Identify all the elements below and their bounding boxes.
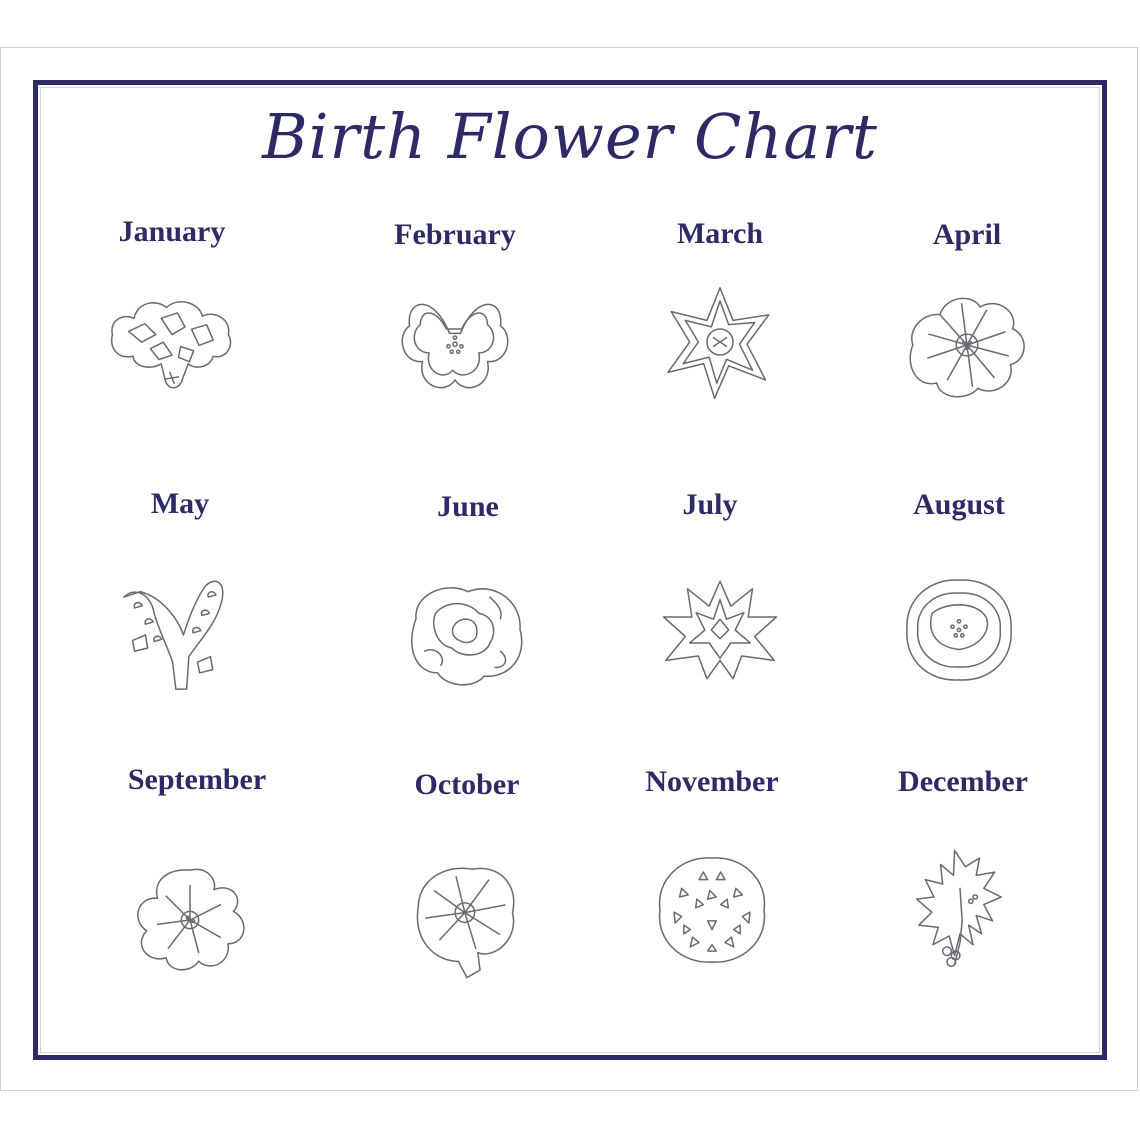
month-label-september: September xyxy=(127,763,267,796)
marigold-icon xyxy=(402,853,532,983)
month-label-february: February xyxy=(394,218,516,251)
month-label-december: December xyxy=(898,765,1028,798)
daisy-icon xyxy=(902,280,1032,410)
carnation-icon xyxy=(107,275,237,405)
month-label-june: June xyxy=(437,490,499,523)
poppy-icon xyxy=(894,565,1024,695)
month-label-january: January xyxy=(118,215,226,248)
aster-icon xyxy=(125,855,255,985)
month-label-march: March xyxy=(676,217,764,250)
violet-icon xyxy=(390,277,520,407)
holly-icon xyxy=(895,845,1025,975)
month-label-november: November xyxy=(645,765,779,798)
month-label-may: May xyxy=(150,487,210,520)
chrysanthemum-icon xyxy=(647,845,777,975)
chart-title: Birth Flower Chart xyxy=(262,100,878,173)
month-label-april: April xyxy=(932,218,1002,251)
rose-icon xyxy=(403,570,533,700)
water-lily-icon xyxy=(655,565,785,695)
daffodil-icon xyxy=(655,277,785,407)
month-label-july: July xyxy=(682,488,738,521)
month-label-october: October xyxy=(414,768,520,801)
month-label-august: August xyxy=(913,488,1005,521)
lily-of-the-valley-icon xyxy=(113,570,243,700)
